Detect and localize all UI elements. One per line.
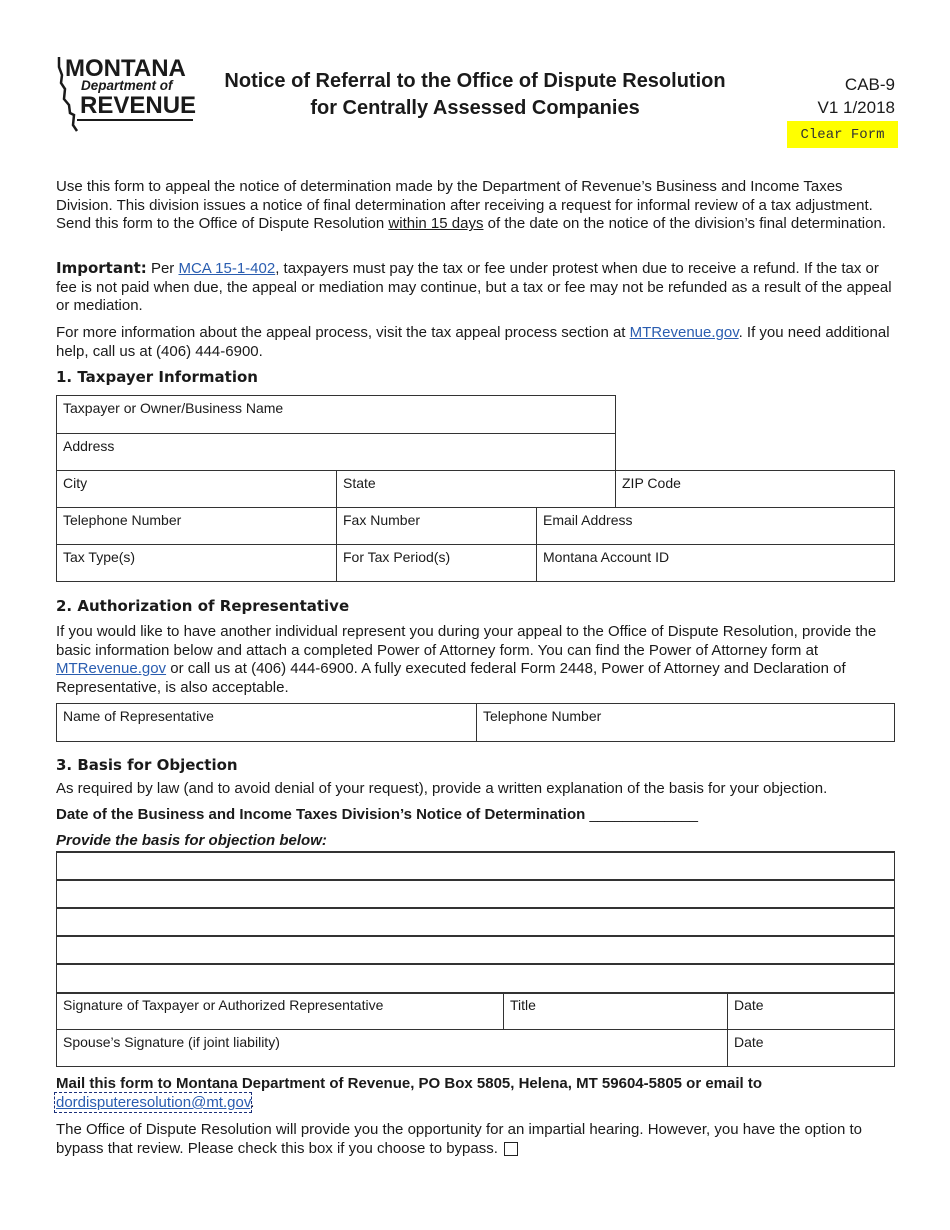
representative-text-end: or call us at (406) 444-6900. A fully executed federal Form 2448, Power of Attorney and Declaration of Representative, is also acceptable. bbox=[56, 660, 846, 696]
mtrevenue-link[interactable]: MTRevenue.gov bbox=[629, 324, 739, 341]
section3-heading: 3. Basis for Objection bbox=[56, 756, 238, 774]
tax-type-label: Tax Type(s) bbox=[63, 549, 136, 565]
form-title-line2: for Centrally Assessed Companies bbox=[310, 97, 640, 119]
title-field[interactable] bbox=[503, 992, 728, 1030]
mca-link[interactable]: MCA 15-1-402 bbox=[178, 260, 276, 277]
more-info-text: For more information about the appeal process, visit the tax appeal process section at bbox=[56, 324, 630, 341]
dispute-email-link[interactable]: dordisputeresolution@mt.gov bbox=[56, 1094, 251, 1111]
representative-text: If you would like to have another individual represent you during your appeal to the Office of Dispute Resolution, provide the basic information below and attach a completed Power of Attorney form. You can find the Power of Attorney form at bbox=[56, 623, 877, 659]
email-period: . bbox=[250, 1094, 255, 1111]
representative-name-label: Name of Representative bbox=[63, 708, 214, 724]
bypass-paragraph bbox=[56, 1121, 901, 1158]
signature-field[interactable] bbox=[56, 992, 504, 1030]
taxpayer-name-field[interactable] bbox=[56, 395, 616, 434]
form-title bbox=[200, 68, 750, 122]
mail-instructions: Mail this form to Montana Department of Revenue, PO Box 5805, Helena, MT 59604-5805 or email to bbox=[56, 1075, 763, 1092]
intro-text: Use this form to appeal the notice of determination made by the Department of Revenue’s Business and Income Taxes Division. This division issues a notice of final determination after receiving a request for informal review of a tax adjustment. Send this form to the Office of Dispute Resolution bbox=[56, 178, 873, 233]
bypass-text: The Office of Dispute Resolution will provide you the opportunity for an impartial hearing. However, you have the option to bypass that review. Please check this box if you choose to bypass. bbox=[56, 1121, 863, 1157]
determination-date-blank[interactable]: _____________ bbox=[589, 806, 698, 823]
deadline-text: within 15 days bbox=[388, 215, 484, 233]
basis-instruction: Provide the basis for objection below: bbox=[56, 832, 327, 849]
representative-phone-field[interactable] bbox=[476, 703, 895, 742]
logo-underline bbox=[77, 119, 193, 121]
title-label: Title bbox=[510, 997, 536, 1013]
address-label: Address bbox=[63, 438, 115, 454]
intro-paragraph bbox=[56, 178, 901, 234]
signature-label: Signature of Taxpayer or Authorized Representative bbox=[63, 997, 384, 1013]
tax-period-field[interactable] bbox=[336, 544, 537, 582]
account-id-field[interactable] bbox=[536, 544, 895, 582]
email-line bbox=[56, 1094, 901, 1113]
spouse-signature-field[interactable] bbox=[56, 1029, 728, 1067]
telephone-label: Telephone Number bbox=[63, 512, 182, 528]
tax-period-label: For Tax Period(s) bbox=[343, 549, 451, 565]
intro-text-end: of the date on the notice of the division’s final determination. bbox=[483, 215, 886, 233]
objection-text-area[interactable] bbox=[56, 851, 895, 994]
fax-label: Fax Number bbox=[343, 512, 421, 528]
representative-paragraph bbox=[56, 623, 901, 697]
city-field[interactable] bbox=[56, 470, 337, 508]
tax-type-field[interactable] bbox=[56, 544, 337, 582]
logo-montana-text: MONTANA bbox=[65, 55, 186, 82]
important-label: Important: bbox=[56, 259, 147, 277]
date-field[interactable] bbox=[727, 992, 895, 1030]
important-text: , taxpayers must pay the tax or fee under protest when due to receive a refund. If the tax or fee is not paid when due, the appeal or mediation may continue, but a tax or fee may not be refunded as a result of the appeal or mediation. bbox=[56, 260, 892, 315]
telephone-field[interactable] bbox=[56, 507, 337, 545]
montana-dor-logo bbox=[55, 55, 195, 133]
more-info-paragraph bbox=[56, 324, 901, 361]
account-id-label: Montana Account ID bbox=[543, 549, 670, 565]
form-identifier bbox=[817, 73, 895, 119]
taxpayer-name-label: Taxpayer or Owner/Business Name bbox=[63, 400, 284, 416]
important-paragraph bbox=[56, 259, 901, 316]
objection-line-4 bbox=[57, 963, 895, 965]
email-label: Email Address bbox=[543, 512, 633, 528]
objection-line-3 bbox=[57, 935, 895, 937]
zip-field[interactable] bbox=[615, 470, 895, 508]
section2-heading: 2. Authorization of Representative bbox=[56, 597, 350, 615]
fax-field[interactable] bbox=[336, 507, 537, 545]
bypass-checkbox[interactable] bbox=[504, 1142, 518, 1156]
city-label: City bbox=[63, 475, 88, 491]
zip-label: ZIP Code bbox=[622, 475, 681, 491]
form-number: CAB-9 bbox=[844, 75, 895, 94]
logo-revenue-text: REVENUE bbox=[80, 92, 197, 119]
spouse-date-field[interactable] bbox=[727, 1029, 895, 1067]
objection-line-2 bbox=[57, 907, 895, 909]
basis-paragraph: As required by law (and to avoid denial of your request), provide a written explanation of the basis for your objection. bbox=[56, 780, 828, 797]
state-field[interactable] bbox=[336, 470, 616, 508]
logo-department-text: Department of bbox=[81, 78, 173, 93]
spouse-date-label: Date bbox=[734, 1034, 764, 1050]
representative-phone-label: Telephone Number bbox=[483, 708, 602, 724]
representative-name-field[interactable] bbox=[56, 703, 477, 742]
email-field[interactable] bbox=[536, 507, 895, 545]
determination-date-label: Date of the Business and Income Taxes Division’s Notice of Determination bbox=[56, 806, 586, 823]
date-label: Date bbox=[734, 997, 764, 1013]
more-info-text-end: . If you need additional help, call us at (406) 444-6900. bbox=[56, 324, 890, 360]
spouse-signature-label: Spouse’s Signature (if joint liability) bbox=[63, 1034, 280, 1050]
objection-line-1 bbox=[57, 879, 895, 881]
form-version: V1 1/2018 bbox=[817, 98, 895, 117]
clear-form-button[interactable]: Clear Form bbox=[787, 121, 898, 148]
section1-heading: 1. Taxpayer Information bbox=[56, 368, 258, 386]
poa-mtrevenue-link[interactable]: MTRevenue.gov bbox=[56, 660, 167, 678]
important-text-start: Per bbox=[146, 260, 179, 277]
determination-date-row[interactable] bbox=[56, 806, 901, 825]
form-title-line1: Notice of Referral to the Office of Dispute Resolution bbox=[224, 70, 726, 92]
state-label: State bbox=[343, 475, 376, 491]
address-field[interactable] bbox=[56, 433, 616, 471]
